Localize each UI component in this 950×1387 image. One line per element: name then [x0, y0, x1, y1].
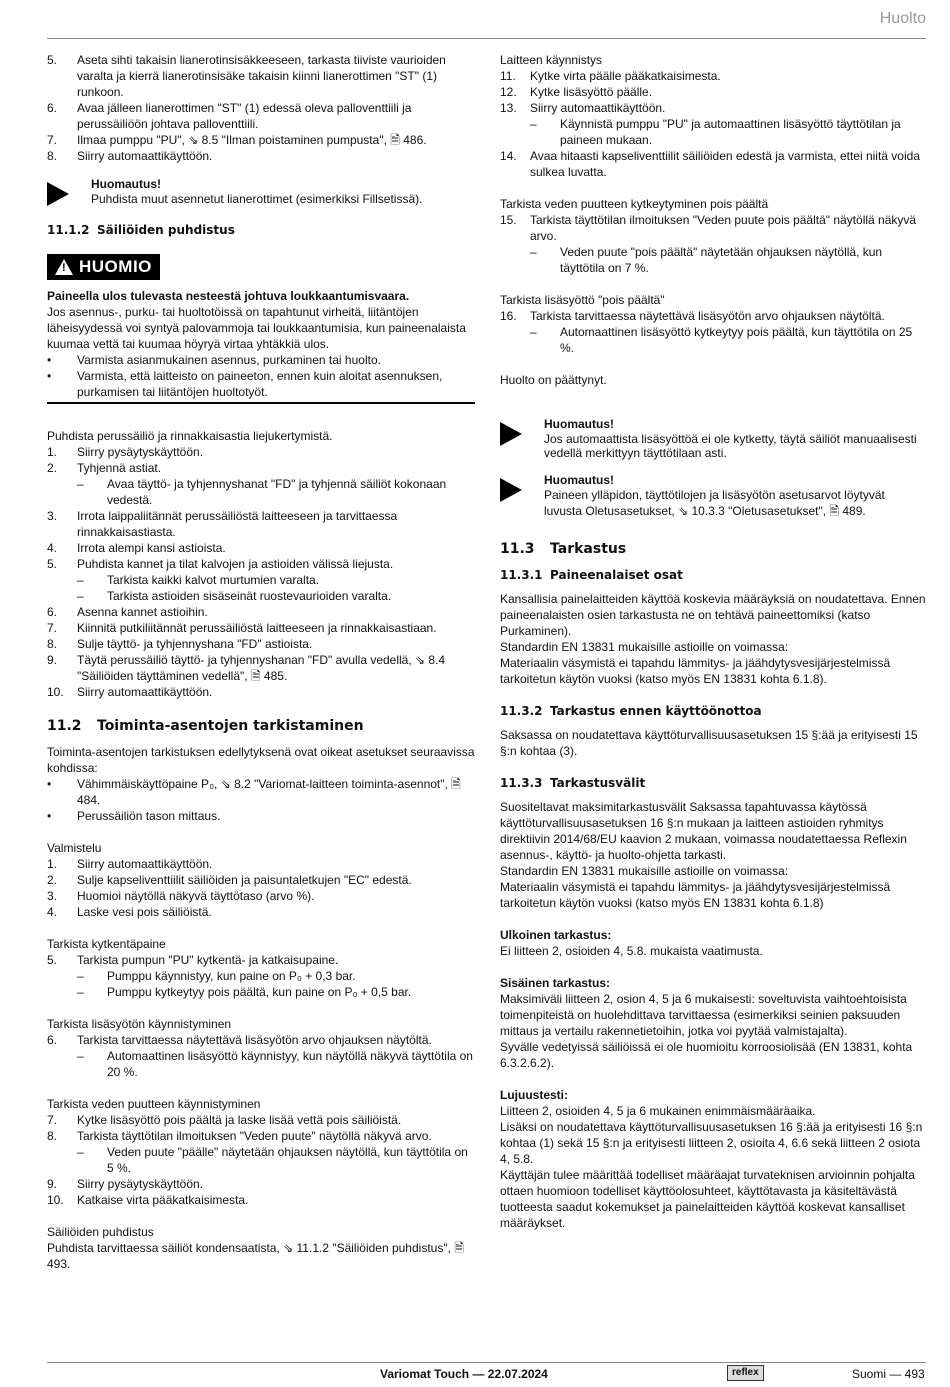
- heading-title: Toiminta-asentojen tarkistaminen: [97, 718, 364, 734]
- warning-box: [47, 254, 475, 404]
- spacer: [500, 687, 926, 703]
- dash-marker: –: [77, 477, 84, 491]
- list-text: Veden puute "päälle" näytetään ohjauksen näytöllä, kun täyttötila on 5 %.: [107, 1145, 468, 1175]
- prep-title: Valmistelu: [47, 841, 102, 855]
- list-number: 2.: [47, 873, 58, 887]
- spacer: [500, 276, 926, 292]
- list-item: [47, 556, 475, 572]
- list-item: [47, 132, 475, 148]
- list-text: Tarkista pumpun "PU" kytkentä- ja katkaisupaine.: [77, 953, 339, 967]
- heading-11-1-2: [47, 222, 475, 238]
- note-text: Jos automaattista lisäsyöttöä ei ole kytketty, täytä säiliöt manuaalisesti vedellä merkittyyn täyttötilaan asti.: [544, 432, 917, 460]
- sub-list-item: [500, 324, 926, 356]
- water-low-title: Tarkista veden puutteen käynnistyminen: [47, 1097, 261, 1111]
- start-title: Laitteen käynnistys: [500, 53, 603, 67]
- list-item: [47, 1128, 475, 1144]
- makeup-off-title: Tarkista lisäsyöttö "pois päältä": [500, 293, 665, 307]
- dash-marker: –: [530, 325, 537, 339]
- list-number: 8.: [47, 1129, 58, 1143]
- dash-marker: –: [77, 589, 84, 603]
- strength-test-text: Lisäksi on noudatettava käyttöturvallisuusasetuksen 16 §:ää ja erityisesti 16 §:n kohtaa (1) sekä 15 §:n ja erityisesti liitteen 2, osioita 4, 6.6 sekä liitteen 2 osiota 4, 5.8.: [500, 1120, 923, 1166]
- arrow-shape: [47, 182, 69, 206]
- heading-title: Paineenalaiset osat: [550, 568, 683, 582]
- s112-intro: Toiminta-asentojen tarkistuksen edellytyksenä ovat oikeat asetukset seuraavissa kohdissa:: [47, 745, 475, 775]
- list-item: [47, 952, 475, 968]
- list-number: 8.: [47, 637, 58, 651]
- list-number: 5.: [47, 557, 58, 571]
- note-body: [544, 416, 926, 460]
- spacer: [47, 700, 475, 716]
- heading-11-2: [47, 716, 475, 736]
- list-text: Tarkista kaikki kalvot murtumien varalta.: [107, 573, 320, 587]
- bullet-text: Perussäiliön tason mittaus.: [77, 809, 221, 823]
- sub-list-item: [500, 244, 926, 276]
- heading-11-3-2: [500, 703, 926, 719]
- note-title: Huomautus!: [544, 417, 614, 431]
- sub-list-item: [47, 1048, 475, 1080]
- note-arrow-icon: [500, 416, 544, 460]
- spacer: [47, 1000, 475, 1016]
- spacer: [47, 1208, 475, 1224]
- list-text: Avaa täyttö- ja tyhjennyshanat "FD" ja tyhjennä säiliöt kokonaan vedestä.: [107, 477, 447, 507]
- bullet-item: [47, 808, 475, 824]
- list-number: 3.: [47, 889, 58, 903]
- list-item: [47, 100, 475, 132]
- heading-number: 11.3.3: [500, 776, 543, 790]
- list-number: 2.: [47, 461, 58, 475]
- sub-list-item: [500, 116, 926, 148]
- list-text: Siirry automaattikäyttöön.: [77, 857, 213, 871]
- bullet-marker: •: [47, 809, 52, 823]
- note-text: Paineen ylläpidon, täyttötilojen ja lisäsyötön asetusarvot löytyvät luvusta Oletusasetukset, ⇘ 10.3.3 "Oletusasetukset", 🗎 489.: [544, 488, 885, 518]
- list-number: 7.: [47, 133, 58, 147]
- list-item: [47, 460, 475, 476]
- list-number: 7.: [47, 621, 58, 635]
- list-text: Siirry automaattikäyttöön.: [77, 685, 213, 699]
- bullet-marker: •: [47, 369, 52, 383]
- s1133-paragraph: Suositeltavat maksimitarkastusvälit Saksassa tapahtuvassa käytössä käyttöturvallisuusasetuksen 16 §:n mukaan ja laitteen astioiden ryhmitys direktiivin 2014/68/EU kaavion 2 mukaan, voimassa noudatettaessa Reflexin asennus-, käyttö- ja huolto-ohjetta tarkasti.: [500, 800, 907, 862]
- internal-inspection-title: Sisäinen tarkastus:: [500, 976, 611, 990]
- warning-badge-label: HUOMIO: [79, 257, 152, 276]
- bullet-text: Varmista asianmukainen asennus, purkaminen tai huolto.: [77, 353, 381, 367]
- heading-number: 11.2: [47, 718, 82, 734]
- spacer: [47, 420, 475, 428]
- list-text: Katkaise virta pääkatkaisimesta.: [77, 1193, 249, 1207]
- list-text: Aseta sihti takaisin lianerotinsisäkkeeseen, tarkasta tiiviste vaurioiden varalta ja kierrä lianerotinsisäke takaisin kiinni lianerottimen "ST" (1) runkoon.: [77, 53, 446, 99]
- dash-marker: –: [77, 1049, 84, 1063]
- list-number: 3.: [47, 509, 58, 523]
- list-text: Tarkista tarvittaessa näytettävä lisäsyötön arvo ohjauksen näytöltä.: [77, 1033, 432, 1047]
- list-number: 9.: [47, 1177, 58, 1191]
- list-text: Automaattinen lisäsyöttö kytkeytyy pois päältä, kun täyttötila on 25 %.: [560, 325, 913, 355]
- list-text: Irrota alempi kansi astioista.: [77, 541, 226, 555]
- external-inspection-text: Ei liitteen 2, osioiden 4, 5.8. mukaista vaatimusta.: [500, 944, 763, 958]
- note-title: Huomautus!: [544, 473, 614, 487]
- spacer: [500, 460, 926, 468]
- list-number: 12.: [500, 85, 517, 99]
- footer-rule: [47, 1362, 926, 1363]
- spacer: [500, 791, 926, 799]
- spacer: [47, 280, 475, 288]
- list-number: 1.: [47, 445, 58, 459]
- note-strainers: [47, 176, 475, 206]
- heading-11-3: [500, 539, 926, 559]
- spacer: [500, 523, 926, 539]
- strength-test-text: Liitteen 2, osioiden 4, 5 ja 6 mukainen enimmäismääräaika.: [500, 1104, 816, 1118]
- spacer: [500, 559, 926, 567]
- list-text: Sulje täyttö- ja tyhjennyshana "FD" astioista.: [77, 637, 313, 651]
- sub-list-item: [47, 1144, 475, 1176]
- s1133-paragraph: Standardin EN 13831 mukaisille astioille on voimassa:: [500, 864, 789, 878]
- list-item: [47, 904, 475, 920]
- footer-doc-title: Variomat Touch — 22.07.2024: [380, 1367, 548, 1381]
- list-number: 10.: [47, 685, 64, 699]
- dash-marker: –: [530, 117, 537, 131]
- spacer: [47, 404, 475, 420]
- water-low-off-title: Tarkista veden puutteen kytkeytyminen pois päältä: [500, 197, 769, 211]
- list-number: 6.: [47, 605, 58, 619]
- heading-title: Tarkastusvälit: [550, 776, 646, 790]
- spacer: [500, 911, 926, 927]
- list-item: [47, 652, 475, 684]
- list-item: [47, 148, 475, 164]
- spacer: [500, 388, 926, 404]
- list-item: [500, 68, 926, 84]
- bullet-marker: •: [47, 777, 52, 791]
- reflex-logo: reflex: [727, 1365, 764, 1381]
- list-text: Tyhjennä astiat.: [77, 461, 162, 475]
- switch-title: Tarkista kytkentäpaine: [47, 937, 166, 951]
- list-text: Kytke virta päälle pääkatkaisimesta.: [530, 69, 721, 83]
- exclamation: !: [62, 262, 67, 274]
- list-item: [47, 52, 475, 100]
- sub-list-item: [47, 476, 475, 508]
- list-text: Täytä perussäiliö täyttö- ja tyhjennyshanan "FD" avulla vedellä, ⇘ 8.4 "Säiliöiden täyttäminen vedellä", 🗎 485.: [77, 653, 446, 683]
- maintenance-done: Huolto on päättynyt.: [500, 373, 607, 387]
- warning-icon: [55, 259, 73, 275]
- spacer: [500, 1071, 926, 1087]
- spacer: [47, 824, 475, 840]
- warning-title: Paineella ulos tulevasta nesteestä johtuva loukkaantumisvaara.: [47, 289, 410, 303]
- vessel-clean-text: Puhdista tarvittaessa säiliöt kondensaatista, ⇘ 11.1.2 "Säiliöiden puhdistus", 🗎 493.: [47, 1241, 464, 1271]
- list-item: [500, 148, 926, 180]
- list-item: [47, 604, 475, 620]
- list-item: [47, 636, 475, 652]
- list-item: [47, 540, 475, 556]
- bullet-marker: •: [47, 353, 52, 367]
- spacer: [47, 1080, 475, 1096]
- list-text: Tarkista täyttötilan ilmoituksen "Veden puute pois päältä" näytöllä näkyvä arvo.: [530, 213, 917, 243]
- list-text: Huomioi näytöllä näkyvä täyttötaso (arvo %).: [77, 889, 315, 903]
- spacer: [500, 356, 926, 372]
- list-text: Tarkista täyttötilan ilmoituksen "Veden puute" näytöllä näkyvä arvo.: [77, 1129, 432, 1143]
- list-item: [47, 684, 475, 700]
- bullet-item: [47, 352, 475, 368]
- s1131-paragraph: Standardin EN 13831 mukaisille astioille on voimassa:: [500, 640, 789, 654]
- note-body: [544, 472, 926, 523]
- list-text: Tarkista astioiden sisäseinät ruostevaurioiden varalta.: [107, 589, 392, 603]
- spacer: [47, 238, 475, 254]
- list-item: [47, 856, 475, 872]
- note-arrow-icon: [47, 176, 91, 206]
- bullet-text: Vähimmäiskäyttöpaine P₀, ⇘ 8.2 "Variomat-laitteen toiminta-asennot", 🗎 484.: [77, 777, 461, 807]
- bullet-item: [47, 368, 475, 400]
- arrow-shape: [500, 478, 522, 502]
- list-number: 11.: [500, 69, 516, 83]
- strength-test-title: Lujuustesti:: [500, 1088, 568, 1102]
- arrow-shape: [500, 422, 522, 446]
- spacer: [500, 959, 926, 975]
- list-item: [47, 444, 475, 460]
- list-item: [47, 508, 475, 540]
- s1131-paragraph: Materiaalin väsymistä ei tapahdu lämmitys- ja jäähdytysvesijärjestelmissä tarkoitetun käytön vuoksi (katso myös EN 13831 kohta 6.1.8).: [500, 656, 891, 686]
- warning-badge: [47, 254, 160, 280]
- clean-intro: Puhdista perussäiliö ja rinnakkaisastia liejukertymistä.: [47, 429, 333, 443]
- list-number: 6.: [47, 1033, 58, 1047]
- list-number: 4.: [47, 905, 58, 919]
- heading-title: Tarkastus ennen käyttöönottoa: [550, 704, 762, 718]
- heading-number: 11.3.2: [500, 704, 543, 718]
- list-text: Asenna kannet astioihin.: [77, 605, 208, 619]
- heading-number: 11.1.2: [47, 223, 90, 237]
- note-manual-fill: [500, 416, 926, 460]
- spacer: [47, 736, 475, 744]
- spacer: [47, 206, 475, 222]
- list-text: Avaa jälleen lianerottimen "ST" (1) edessä oleva palloventtiili ja perussäiliöön johtava palloventtiili.: [77, 101, 412, 131]
- list-number: 13.: [500, 101, 517, 115]
- list-text: Tarkista tarvittaessa näytettävä lisäsyötön arvo ohjauksen näytöltä.: [530, 309, 885, 323]
- note-text: Puhdista muut asennetut lianerottimet (esimerkiksi Fillsetissä).: [91, 192, 423, 206]
- list-text: Kiinnitä putkiliitännät perussäiliöstä laitteeseen ja rinnakkaisastiaan.: [77, 621, 437, 635]
- list-item: [500, 212, 926, 244]
- internal-inspection-text: Maksimiväli liitteen 2, osion 4, 5 ja 6 mukaisesti: soveltuvista vaihtoehtoisista toimenpiteistä on huolehdittava tarvittaessa (esimerkiksi seinien paksuuden mittaus ja vertailu rakennetietoihin, jotka voi pyytää valmistajalta).: [500, 992, 907, 1038]
- sub-list-item: [47, 588, 475, 604]
- list-text: Avaa hitaasti kapseliventtiilit säiliöiden edestä ja varmista, ettei niitä voida sulkea luvatta.: [530, 149, 920, 179]
- list-number: 9.: [47, 653, 58, 667]
- list-item: [47, 888, 475, 904]
- list-item: [500, 100, 926, 116]
- warning-text: Jos asennus-, purku- tai huoltotöissä on tapahtunut virheitä, liitäntöjen läheisyydessä voi syntyä palovammoja tai loukkaantumisia, kun paineenalaista kuumaa vettä tai kuumaa höyryä virtaa yhtäkkiä ulos.: [47, 305, 466, 351]
- list-item: [500, 308, 926, 324]
- right-column: [500, 52, 926, 1231]
- dash-marker: –: [77, 1145, 84, 1159]
- internal-inspection-text: Syvälle vedetyissä säiliöissä ei ole huomioitu korroosiolisää (EN 13831, kohta 6.3.2.6.2).: [500, 1040, 913, 1070]
- list-text: Pumppu kytkeytyy pois päältä, kun paine on P₀ + 0,5 bar.: [107, 985, 412, 999]
- spacer: [47, 164, 475, 172]
- dash-marker: –: [77, 985, 84, 999]
- left-column: [47, 52, 475, 1272]
- dash-marker: –: [530, 245, 537, 259]
- list-item: [47, 620, 475, 636]
- header-section: Huolto: [879, 10, 926, 27]
- list-item: [47, 1032, 475, 1048]
- vessel-clean-title: Säiliöiden puhdistus: [47, 1225, 154, 1239]
- spacer: [500, 180, 926, 196]
- spacer: [500, 759, 926, 775]
- sub-list-item: [47, 968, 475, 984]
- bullet-item: [47, 776, 475, 808]
- list-text: Siirry pysäytyskäyttöön.: [77, 445, 204, 459]
- list-item: [47, 1176, 475, 1192]
- list-number: 5.: [47, 53, 58, 67]
- list-number: 4.: [47, 541, 58, 555]
- strength-test-text: Käyttäjän tulee määrittää todelliset määräajat turvateknisen arvioinnin pohjalta ottaen huomioon todelliset käyttöolosuhteet, käyttötavasta ja käsiteltävästä tuotteesta saadut kokemukset ja painelaitteiden käyttöä koskevat kansalliset määräykset.: [500, 1168, 915, 1230]
- list-text: Sulje kapseliventtiilit säiliöiden ja paisuntaletkujen "EC" edestä.: [77, 873, 412, 887]
- heading-number: 11.3.1: [500, 568, 543, 582]
- list-text: Siirry automaattikäyttöön.: [77, 149, 213, 163]
- list-number: 8.: [47, 149, 58, 163]
- list-text: Kytke lisäsyöttö pois päältä ja laske lisää vettä pois säiliöistä.: [77, 1113, 402, 1127]
- list-text: Käynnistä pumppu "PU" ja automaattinen lisäsyöttö täyttötilan ja paineen mukaan.: [560, 117, 901, 147]
- s1131-paragraph: Kansallisia painelaitteiden käyttöä koskevia määräyksiä on noudatettava. Ennen paineenalaisten osien tarkastusta ne on tehtävä paineettomiksi (katso Purkaminen).: [500, 592, 926, 638]
- s1133-paragraph: Materiaalin väsymistä ei tapahdu lämmitys- ja jäähdytysvesijärjestelmissä tarkoitetun käytön vuoksi (katso myös EN 13831 kohta 6.1.8): [500, 880, 891, 910]
- list-item: [500, 84, 926, 100]
- footer-page-number: Suomi — 493: [852, 1367, 925, 1381]
- list-number: 6.: [47, 101, 58, 115]
- list-text: Automaattinen lisäsyöttö käynnistyy, kun näytöllä näkyvä täyttötila on 20 %.: [107, 1049, 473, 1079]
- list-text: Puhdista kannet ja tilat kalvojen ja astioiden välissä liejusta.: [77, 557, 394, 571]
- list-number: 5.: [47, 953, 58, 967]
- list-number: 16.: [500, 309, 517, 323]
- list-text: Irrota laippaliitännät perussäiliöstä laitteeseen ja tarvittaessa rinnakkaisastiasta.: [77, 509, 398, 539]
- heading-11-3-1: [500, 567, 926, 583]
- dash-marker: –: [77, 573, 84, 587]
- sub-list-item: [47, 572, 475, 588]
- makeup-title: Tarkista lisäsyötön käynnistyminen: [47, 1017, 232, 1031]
- list-text: Laske vesi pois säiliöistä.: [77, 905, 212, 919]
- list-number: 15.: [500, 213, 517, 227]
- list-number: 14.: [500, 149, 517, 163]
- note-body: [91, 176, 475, 206]
- spacer: [500, 583, 926, 591]
- heading-number: 11.3: [500, 541, 535, 557]
- heading-11-3-3: [500, 775, 926, 791]
- spacer: [500, 404, 926, 412]
- heading-title: Säiliöiden puhdistus: [97, 223, 235, 237]
- note-title: Huomautus!: [91, 177, 161, 191]
- list-item: [47, 872, 475, 888]
- dash-marker: –: [77, 969, 84, 983]
- note-default-settings: [500, 472, 926, 523]
- external-inspection-title: Ulkoinen tarkastus:: [500, 928, 612, 942]
- list-text: Ilmaa pumppu "PU", ⇘ 8.5 "Ilman poistaminen pumpusta", 🗎 486.: [77, 133, 427, 147]
- list-text: Pumppu käynnistyy, kun paine on P₀ + 0,3 bar.: [107, 969, 356, 983]
- list-text: Siirry automaattikäyttöön.: [530, 101, 666, 115]
- list-item: [47, 1112, 475, 1128]
- heading-title: Tarkastus: [550, 541, 627, 557]
- bullet-text: Varmista, että laitteisto on paineeton, ennen kuin aloitat asennuksen, purkamisen tai liitäntöjen huoltotyöt.: [77, 369, 443, 399]
- list-item: [47, 1192, 475, 1208]
- note-arrow-icon: [500, 472, 544, 523]
- list-number: 10.: [47, 1193, 64, 1207]
- list-number: 7.: [47, 1113, 58, 1127]
- list-text: Veden puute "pois päältä" näytetään ohjauksen näytöllä, kun täyttötila on 7 %.: [560, 245, 883, 275]
- list-number: 1.: [47, 857, 58, 871]
- spacer: [500, 719, 926, 727]
- header-rule: [47, 38, 926, 39]
- spacer: [47, 920, 475, 936]
- list-text: Siirry pysäytyskäyttöön.: [77, 1177, 204, 1191]
- list-text: Kytke lisäsyöttö päälle.: [530, 85, 653, 99]
- s1132-paragraph: Saksassa on noudatettava käyttöturvallisuusasetuksen 15 §:ää ja erityisesti 15 §:n kohtaa (3).: [500, 728, 918, 758]
- sub-list-item: [47, 984, 475, 1000]
